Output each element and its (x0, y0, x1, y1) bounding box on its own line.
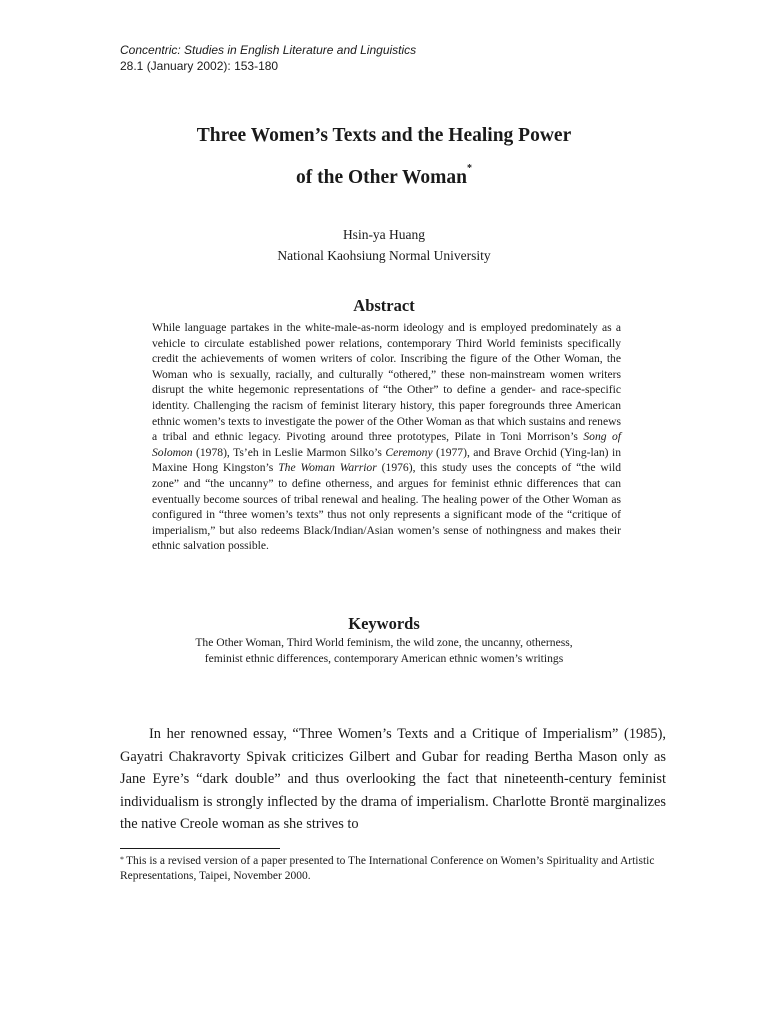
abstract-text-1: While language partakes in the white-male-as-norm ideology and is employed predominately as a vehicle to circulate established power relations, contemporary Third World feminists specifically credit the achievements of women writers of color. Inscribing the figure of the Other Woman, the Woman who is sexually, racially, and culturally “othered,” these non-mainstream women writers disrupt the white hegemonic representations of “the Other” to define a gender- and race-specific identity. Challenging the racism of feminist literary history, this paper foregrounds three American ethnic women’s texts to investigate the power of the Other Woman as that which sustains and renews a tribal and ethnic legacy. Pivoting around three prototypes, Pilate in Toni Morrison’s (152, 321, 621, 444)
paper-title-line-2 (0, 163, 768, 189)
title-footnote-mark[interactable]: * (467, 163, 472, 174)
author-affiliation: National Kaohsiung Normal University (277, 248, 491, 263)
abstract-text-3: (1977), and Brave Orchid (Ying-lan) in Maxine Hong Kingston’s (152, 445, 621, 475)
paper-title-line-2-text: of the Other Woman (296, 167, 467, 188)
abstract-heading: Abstract (353, 296, 415, 315)
body-paragraph-1: In her renowned essay, “Three Women’s Texts and a Critique of Imperialism” (1985), Gayatri Chakravorty Spivak criticizes Gilbert and Gubar for reading Bertha Mason only as Jane Eyre’s “dark double” and thus overlooking the fact that nineteenth-century feminist individualism is strongly inflected by the drama of imperialism. Charlotte Brontë marginalizes the native Creole woman as she strives to (120, 726, 666, 832)
work-title-song-of-solomon: Song of Solomon (152, 430, 621, 459)
abstract-paragraph (152, 320, 621, 554)
abstract-text-4: (1976), this study uses the concepts of “the wild zone” and “the uncanny” to define otherness, and argues for feminist ethnic differences that can eventually become sources of tribal renewal and healing. The healing power of the Other Woman as configured in “three women’s texts” thus not only represents a significant mode of the “critique of imperialism,” but also redeems Black/Indian/Asian women’s sense of nothingness and makes their ethnic salvation possible. (152, 461, 621, 553)
footnote-mark: * (120, 855, 124, 864)
journal-issue: 28.1 (January 2002): 153-180 (120, 59, 279, 73)
keywords-line-2: feminist ethnic differences, contemporary American ethnic women’s writings (204, 651, 564, 665)
abstract-body (152, 320, 621, 554)
footnote-divider (120, 848, 280, 849)
footnote-text: This is a revised version of a paper presented to The International Conference on Women’s Spirituality and Artistic Representations, Taipei, November 2000. (120, 855, 655, 882)
keywords-list (0, 635, 768, 666)
body-text (120, 723, 666, 836)
author-name: Hsin-ya Huang (342, 227, 426, 242)
footnote (120, 854, 668, 884)
journal-name: Concentric: Studies in English Literature and Linguistics (120, 43, 417, 57)
work-title-woman-warrior: The Woman Warrior (278, 461, 377, 475)
paper-title-line-1: Three Women’s Texts and the Healing Power (196, 125, 572, 146)
journal-header (120, 42, 416, 74)
keywords-line-1: The Other Woman, Third World feminism, the wild zone, the uncanny, otherness, (195, 636, 573, 649)
keywords-heading: Keywords (348, 614, 420, 633)
work-title-ceremony: Ceremony (385, 445, 433, 459)
abstract-text-2: (1978), Ts’eh in Leslie Marmon Silko’s (192, 445, 386, 459)
